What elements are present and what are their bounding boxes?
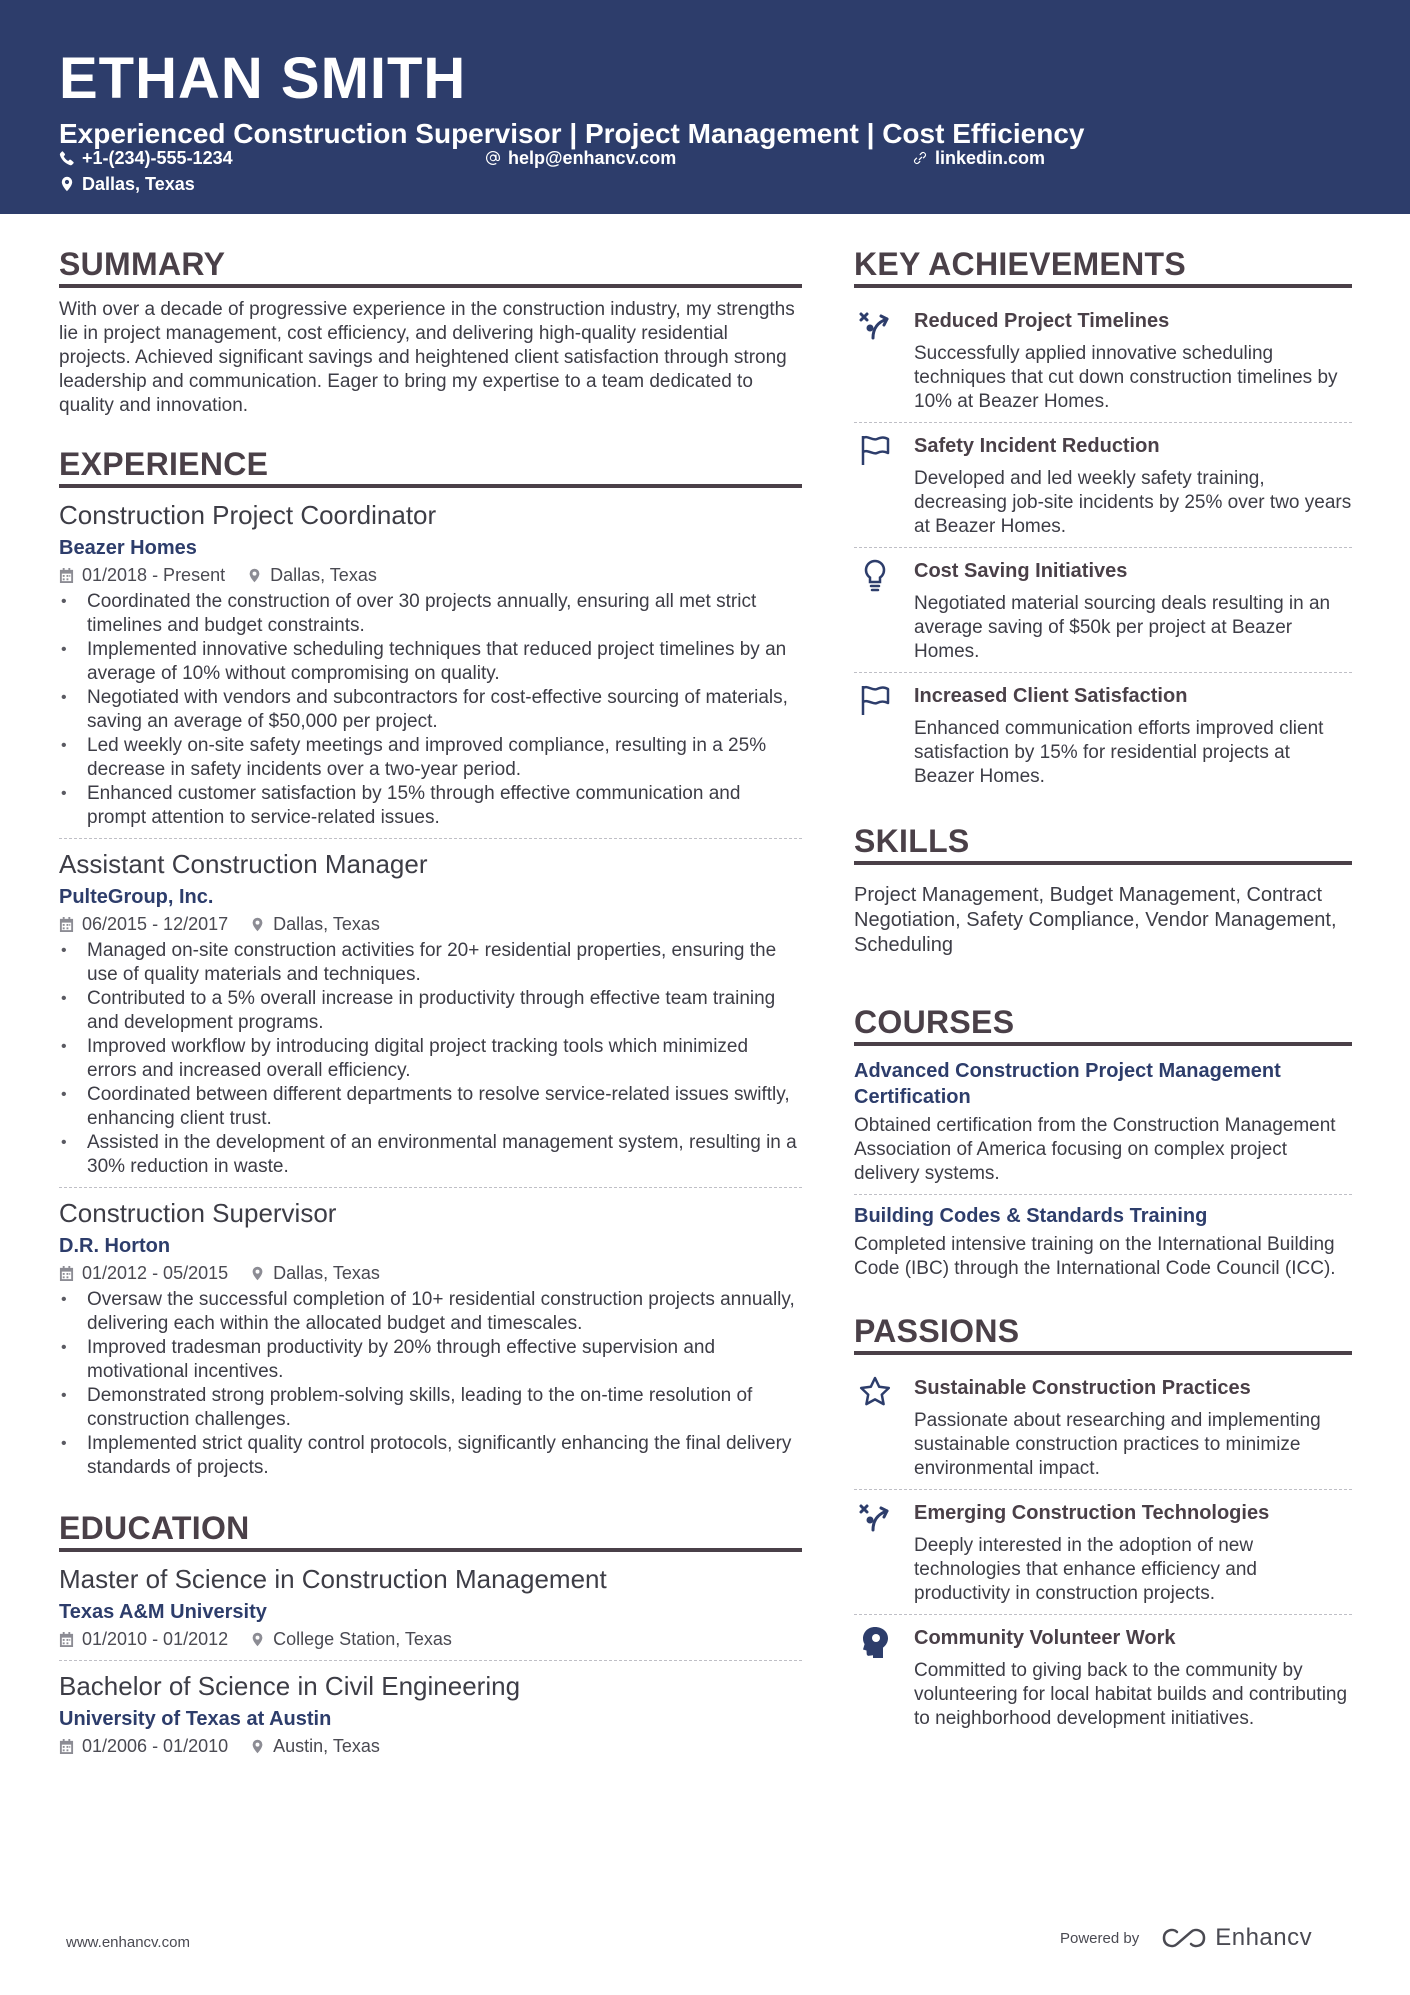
course-item	[854, 1194, 1352, 1289]
job-location	[250, 911, 380, 937]
achievement-title: Safety Incident Reduction	[914, 435, 1160, 457]
achievement-desc: Negotiated material sourcing deals resulting in an average saving of $50k per project at Beazer Homes.	[914, 593, 1331, 662]
bullet-item: • Oversaw the successful completion of 10+ residential construction projects annually, delivering each within the allocated budget and timescales.	[59, 1288, 802, 1336]
calendar-icon	[59, 1266, 74, 1281]
phone-text: +1-(234)-555-1234	[82, 148, 233, 168]
job-bullets	[59, 939, 802, 1179]
footer-branding	[1060, 1924, 1312, 1952]
summary-heading: SUMMARY	[59, 244, 802, 288]
job-role: Assistant Construction Manager	[59, 849, 428, 879]
passions-heading: PASSIONS	[854, 1311, 1352, 1355]
bullet-item: • Coordinated between different departments to resolve service-related issues swiftly, enhancing client trust.	[59, 1083, 802, 1131]
skills-section	[854, 821, 1352, 958]
location-pin-icon	[247, 568, 262, 583]
enhancv-brand-text: Enhancv	[1215, 1924, 1313, 1951]
flag-icon	[858, 433, 892, 467]
job-dates: 01/2018 - Present	[82, 565, 226, 585]
summary-text: With over a decade of progressive experience in the construction industry, my strengths lie in project management, cost efficiency, and delivering high-quality residential projects. Achieved significant savings and heightened client satisfaction through strong leadership and communication. Eager to bring my expertise to a team dedicated to quality and innovation.	[59, 299, 795, 416]
experience-heading: EXPERIENCE	[59, 444, 802, 488]
bullet-item: • Improved tradesman productivity by 20% through effective supervision and motivational incentives.	[59, 1336, 802, 1384]
calendar-icon	[59, 917, 74, 932]
education-dates: 01/2006 - 01/2010	[82, 1736, 229, 1756]
experience-entry	[59, 1187, 802, 1488]
bullet-item: • Assisted in the development of an environmental management system, resulting in a 30% reduction in waste.	[59, 1131, 802, 1179]
link-icon	[912, 150, 928, 166]
job-meta	[59, 562, 802, 588]
passion-item	[854, 1614, 1352, 1739]
strategy-icon	[858, 308, 892, 342]
achievement-item	[854, 298, 1352, 422]
achievement-title: Reduced Project Timelines	[914, 310, 1170, 332]
job-company: PulteGroup, Inc.	[59, 886, 214, 908]
job-location-text: Dallas, Texas	[273, 914, 380, 934]
job-location	[247, 562, 377, 588]
education-location	[250, 1733, 380, 1759]
education-meta	[59, 1733, 802, 1759]
bullet-item: • Coordinated the construction of over 30 projects annually, ensuring all met strict timelines and budget constraints.	[59, 590, 802, 638]
location-pin-icon	[59, 176, 75, 192]
job-location-text: Dallas, Texas	[273, 1263, 380, 1283]
job-bullets	[59, 590, 802, 830]
degree-title: Bachelor of Science in Civil Engineering	[59, 1671, 521, 1701]
candidate-title: Experienced Construction Supervisor | Project Management | Cost Efficiency	[59, 118, 1085, 149]
achievement-desc: Enhanced communication efforts improved client satisfaction by 15% for residential projects at Beazer Homes.	[914, 718, 1324, 787]
job-role: Construction Project Coordinator	[59, 500, 437, 530]
education-location-text: College Station, Texas	[273, 1629, 452, 1649]
job-company: D.R. Horton	[59, 1235, 171, 1257]
strategy-icon	[858, 1500, 892, 1534]
passion-title: Emerging Construction Technologies	[914, 1502, 1270, 1524]
flag-icon	[858, 683, 892, 717]
location-pin-icon	[250, 1632, 265, 1647]
enhancv-logo-icon	[1161, 1926, 1207, 1950]
course-item	[854, 1056, 1352, 1194]
achievement-item	[854, 422, 1352, 547]
achievement-title: Increased Client Satisfaction	[914, 685, 1188, 707]
education-section	[59, 1508, 802, 1767]
head-icon	[858, 1625, 892, 1659]
passion-desc: Deeply interested in the adoption of new technologies that enhance efficiency and productivity in construction projects.	[914, 1535, 1257, 1604]
achievements-section	[854, 244, 1352, 797]
bullet-item: • Negotiated with vendors and subcontractors for cost-effective sourcing of materials, saving an average of $50,000 per project.	[59, 686, 802, 734]
job-dates: 01/2012 - 05/2015	[82, 1263, 229, 1283]
right-column	[854, 244, 1352, 1739]
footer-website[interactable]: www.enhancv.com	[66, 1934, 190, 1951]
bullet-item: • Implemented innovative scheduling techniques that reduced project timelines by an average of 10% without compromising on quality.	[59, 638, 802, 686]
location-pin-icon	[250, 917, 265, 932]
contact-linkedin[interactable]	[912, 147, 1045, 169]
bullet-item: • Demonstrated strong problem-solving skills, leading to the on-time resolution of construction challenges.	[59, 1384, 802, 1432]
powered-by-label: Powered by	[1060, 1929, 1140, 1947]
job-meta	[59, 1260, 802, 1286]
passion-title: Community Volunteer Work	[914, 1627, 1176, 1649]
courses-heading: COURSES	[854, 1002, 1352, 1046]
course-title: Building Codes & Standards Training	[854, 1205, 1208, 1227]
calendar-icon	[59, 568, 74, 583]
bullet-item: • Contributed to a 5% overall increase in productivity through effective team training and development programs.	[59, 987, 802, 1035]
achievement-item	[854, 672, 1352, 797]
job-meta	[59, 911, 802, 937]
skills-text: Project Management, Budget Management, Contract Negotiation, Safety Compliance, Vendor Management, Scheduling	[854, 884, 1337, 956]
bullet-item: • Implemented strict quality control protocols, significantly enhancing the final delivery standards of projects.	[59, 1432, 802, 1480]
education-entry	[59, 1562, 802, 1660]
phone-icon	[59, 150, 75, 166]
school-name: Texas A&M University	[59, 1601, 267, 1623]
education-heading: EDUCATION	[59, 1508, 802, 1552]
passion-title: Sustainable Construction Practices	[914, 1377, 1251, 1399]
bullet-item: • Improved workflow by introducing digital project tracking tools which minimized errors and increased overall efficiency.	[59, 1035, 802, 1083]
school-name: University of Texas at Austin	[59, 1708, 332, 1730]
education-location	[250, 1626, 452, 1652]
degree-title: Master of Science in Construction Management	[59, 1564, 607, 1594]
achievement-desc: Developed and led weekly safety training, decreasing job-site incidents by 25% over two years at Beazer Homes.	[914, 468, 1352, 537]
course-title: Advanced Construction Project Management Certification	[854, 1060, 1281, 1108]
achievement-title: Cost Saving Initiatives	[914, 560, 1128, 582]
education-dates: 01/2010 - 01/2012	[82, 1629, 229, 1649]
bullet-item: • Led weekly on-site safety meetings and improved compliance, resulting in a 25% decrease in safety incidents over a two-year period.	[59, 734, 802, 782]
contact-phone	[59, 147, 233, 169]
passion-item	[854, 1489, 1352, 1614]
job-dates: 06/2015 - 12/2017	[82, 914, 229, 934]
experience-section	[59, 444, 802, 1488]
contact-location	[59, 173, 195, 195]
passion-item	[854, 1365, 1352, 1489]
job-location	[250, 1260, 380, 1286]
education-location-text: Austin, Texas	[273, 1736, 380, 1756]
job-bullets	[59, 1288, 802, 1480]
education-meta	[59, 1626, 802, 1652]
resume-header	[0, 0, 1410, 214]
job-role: Construction Supervisor	[59, 1198, 337, 1228]
candidate-name: ETHAN SMITH	[59, 46, 467, 111]
location-pin-icon	[250, 1266, 265, 1281]
passions-section	[854, 1311, 1352, 1739]
location-text: Dallas, Texas	[82, 174, 195, 194]
job-location-text: Dallas, Texas	[270, 565, 377, 585]
courses-section	[854, 1002, 1352, 1289]
course-desc: Obtained certification from the Construction Management Association of America focusing on complex project delivery systems.	[854, 1115, 1336, 1184]
achievement-desc: Successfully applied innovative scheduling techniques that cut down construction timelines by 10% at Beazer Homes.	[914, 343, 1338, 412]
summary-section	[59, 244, 802, 418]
linkedin-text[interactable]: linkedin.com	[935, 148, 1046, 168]
contact-email[interactable]	[485, 147, 676, 169]
left-column	[59, 244, 802, 1767]
email-text[interactable]: help@enhancv.com	[508, 148, 677, 168]
passion-desc: Committed to giving back to the community by volunteering for local habitat builds and contributing to neighborhood development initiatives.	[914, 1660, 1348, 1729]
at-sign-icon	[485, 150, 501, 166]
skills-heading: SKILLS	[854, 821, 1352, 865]
experience-entry	[59, 498, 802, 838]
achievements-heading: KEY ACHIEVEMENTS	[854, 244, 1352, 288]
achievement-item	[854, 547, 1352, 672]
bullet-item: • Managed on-site construction activities for 20+ residential properties, ensuring the use of quality materials and techniques.	[59, 939, 802, 987]
course-desc: Completed intensive training on the International Building Code (IBC) through the International Code Council (ICC).	[854, 1234, 1336, 1279]
star-icon	[858, 1375, 892, 1409]
location-pin-icon	[250, 1739, 265, 1754]
calendar-icon	[59, 1632, 74, 1647]
lightbulb-icon	[858, 558, 892, 592]
bullet-item: • Enhanced customer satisfaction by 15% through effective communication and prompt attention to service-related issues.	[59, 782, 802, 830]
calendar-icon	[59, 1739, 74, 1754]
passion-desc: Passionate about researching and implementing sustainable construction practices to minimize environmental impact.	[914, 1410, 1321, 1479]
education-entry	[59, 1660, 802, 1767]
job-company: Beazer Homes	[59, 537, 197, 559]
experience-entry	[59, 838, 802, 1187]
